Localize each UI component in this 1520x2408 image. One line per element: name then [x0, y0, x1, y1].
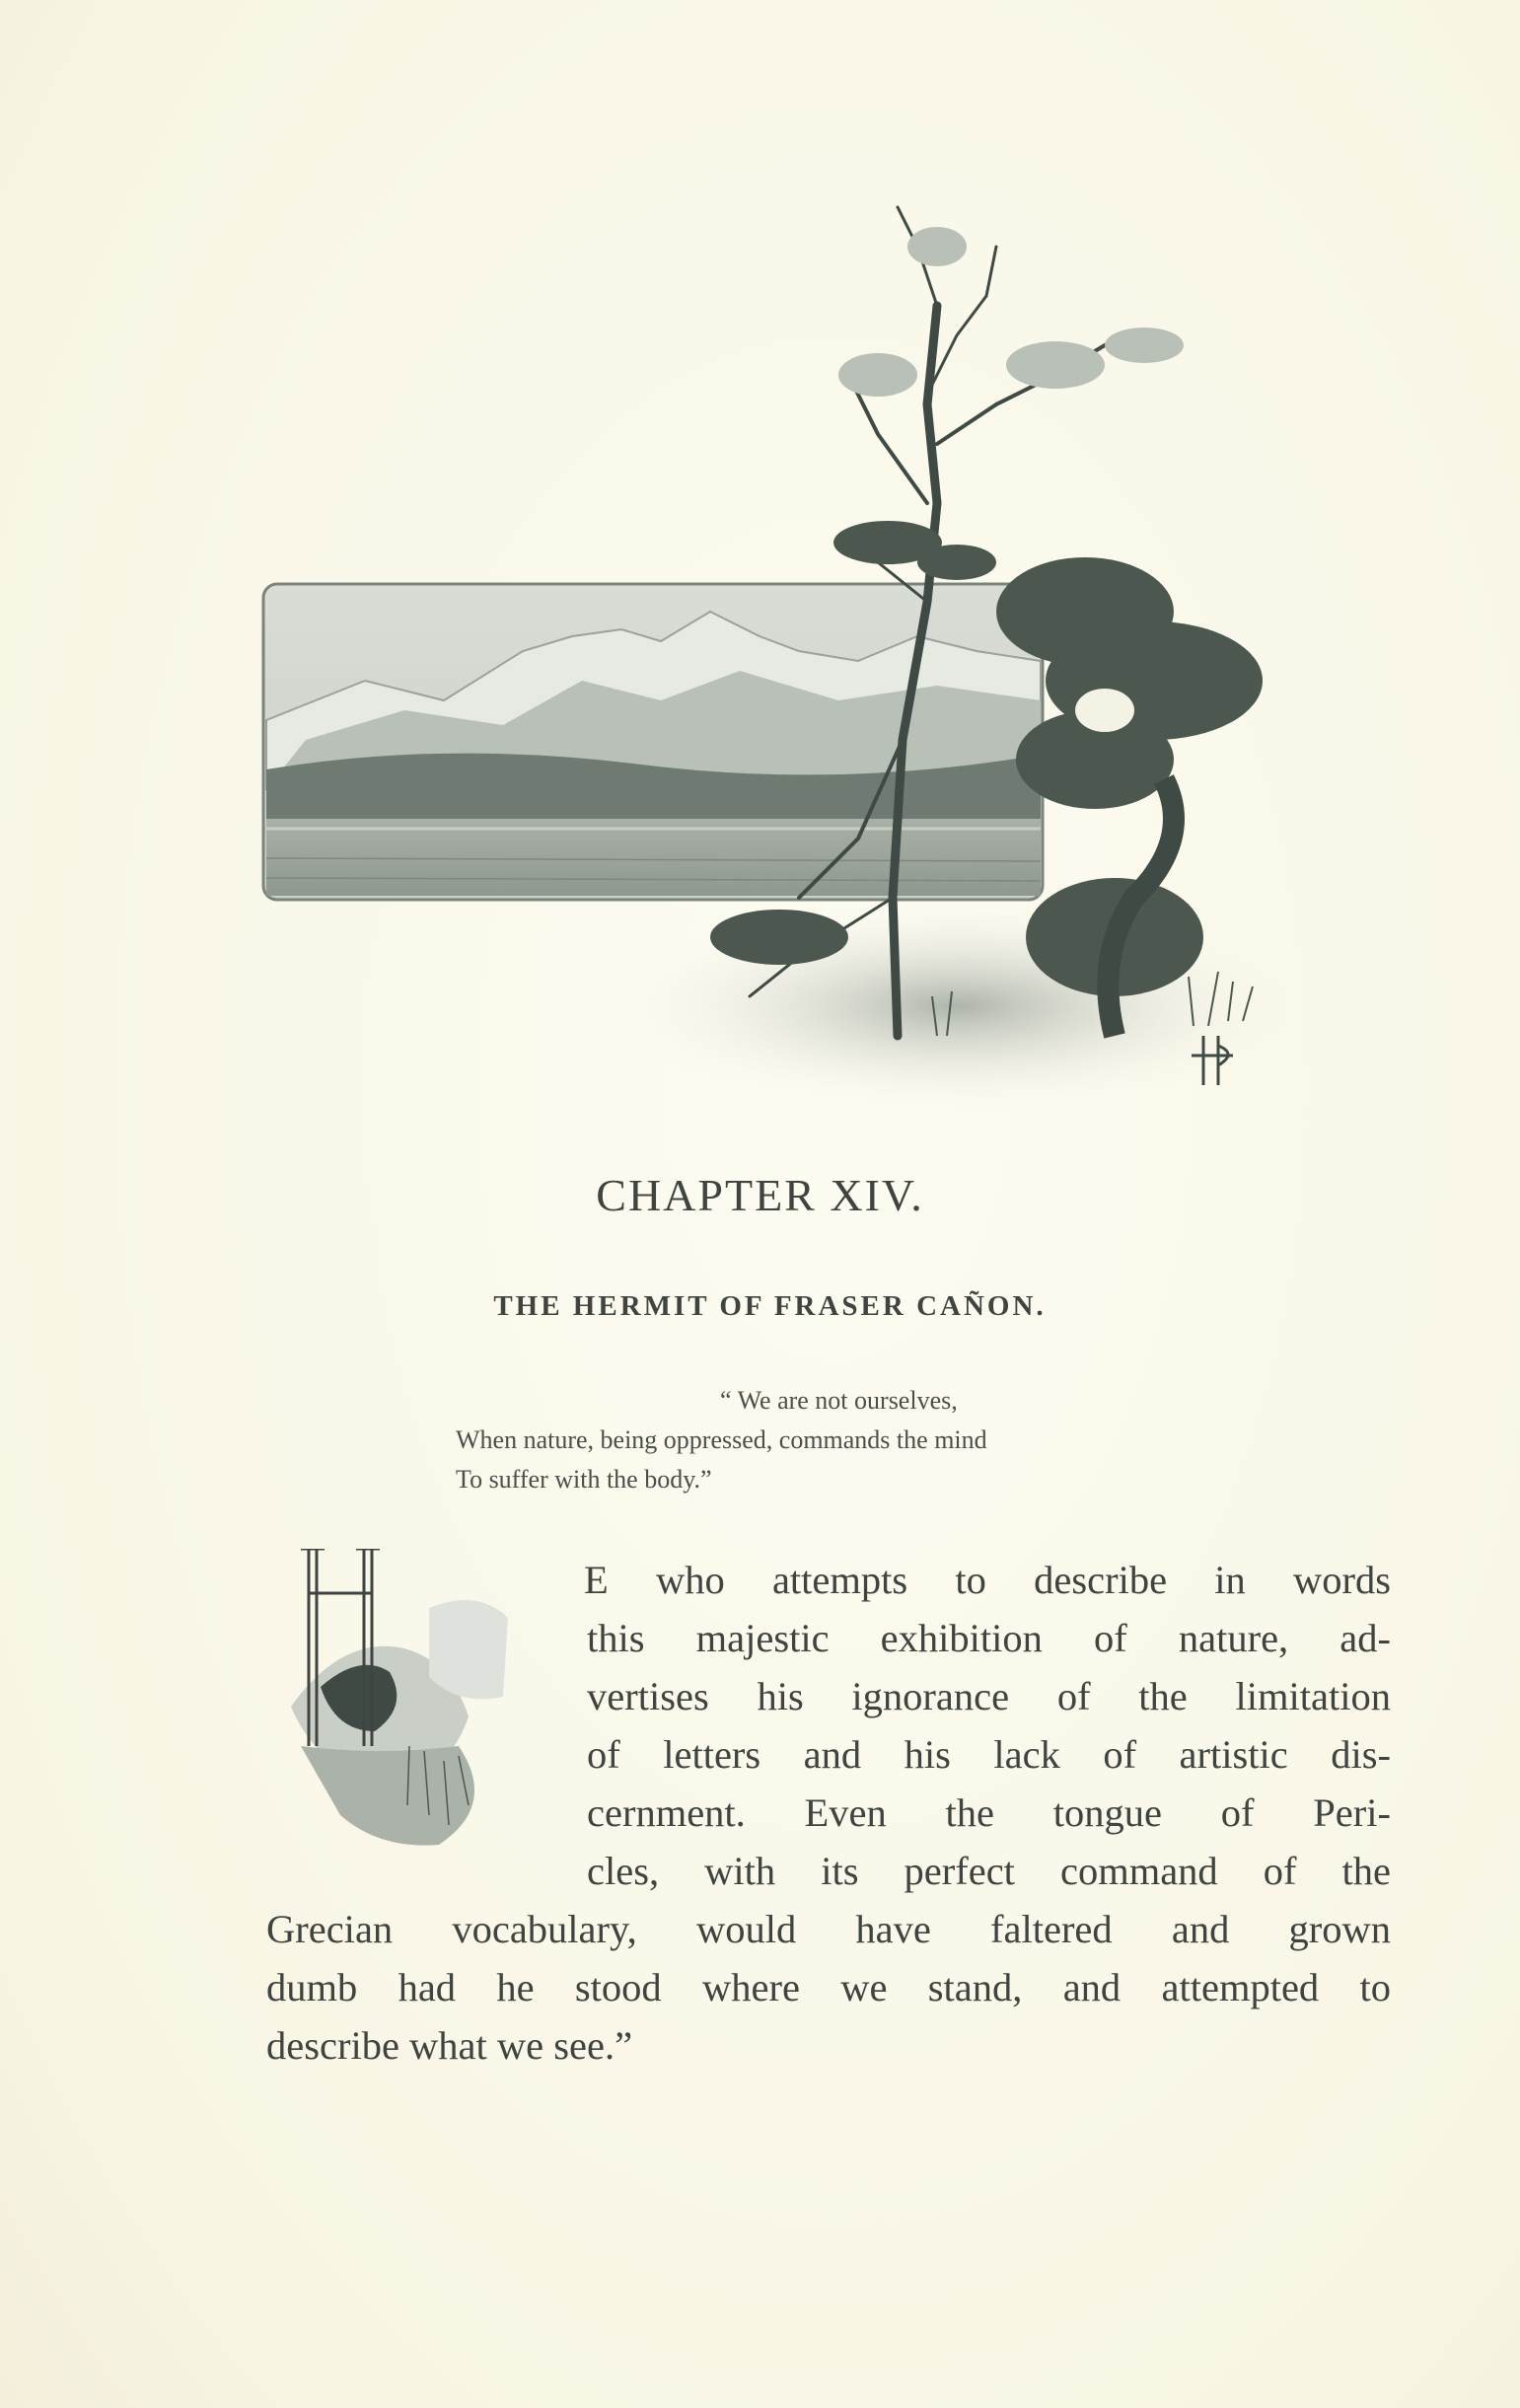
chapter-number: CHAPTER XIV. [596, 1170, 924, 1220]
epigraph-line: “ We are not ourselves, [720, 1386, 958, 1415]
epigraph-line: When nature, being oppressed, commands the mind [456, 1425, 987, 1454]
chapter-title: THE HERMIT OF FRASER CAÑON. [493, 1290, 1047, 1322]
paragraph-line: cernment. Even the tongue of Peri- [587, 1790, 1391, 1835]
epigraph [456, 1381, 1245, 1499]
paragraph-line: of letters and his lack of artistic dis- [587, 1732, 1391, 1777]
paragraph-line: cles, with its perfect command of the [587, 1849, 1391, 1893]
headpiece-illustration [247, 187, 1381, 1115]
paragraph-line: vertises his ignorance of the limitation [587, 1674, 1391, 1718]
ground-shading [602, 898, 1312, 1115]
paragraph-line: E who attempts to describe in words [584, 1558, 1391, 1602]
paragraph-line: describe what we see.” [266, 2023, 633, 2068]
opening-paragraph [266, 1551, 1391, 2075]
paragraph-line: Grecian vocabulary, would have faltered and grown [266, 1907, 1391, 1951]
paragraph-line: dumb had he stood where we stand, and attempted to [266, 1965, 1391, 2009]
paragraph-line: this majestic exhibition of nature, ad- [587, 1616, 1391, 1660]
epigraph-line: To suffer with the body.” [456, 1465, 712, 1494]
